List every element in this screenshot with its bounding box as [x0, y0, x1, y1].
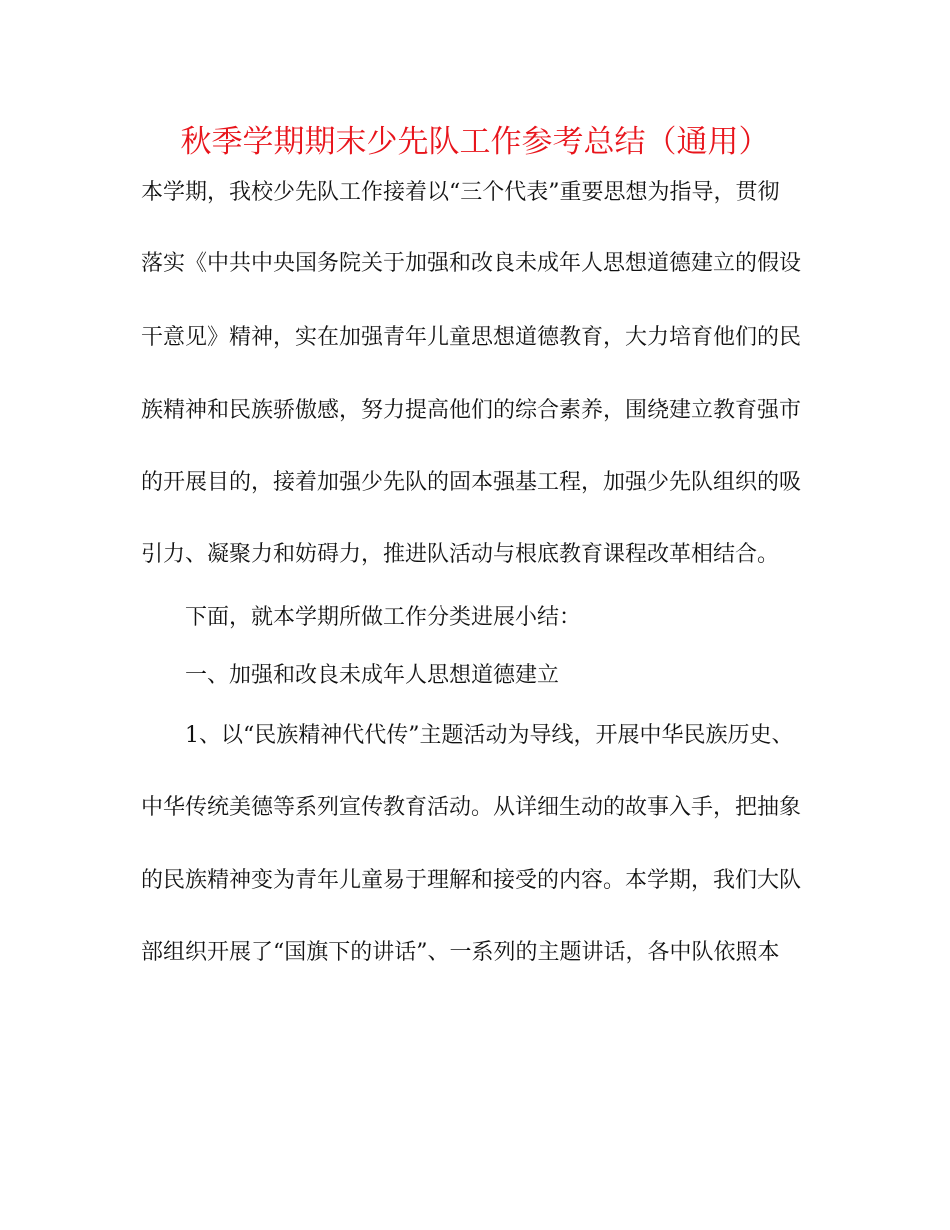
paragraph-line-1: 本学期，我校少先队工作接着以“三个代表”重要思想为指导，贯彻	[141, 180, 780, 205]
document-title: 秋季学期期末少先队工作参考总结（通用）	[180, 124, 770, 160]
paragraph-line-7: 1、以“民族精神代代传”主题活动为导线，开展中华民族历史、	[185, 723, 794, 748]
paragraph-line-6: 引力、凝聚力和妨碍力，推进队活动与根底教育课程改革相结合。	[141, 542, 780, 567]
paragraph-line-8: 中华传统美德等系列宣传教育活动。从详细生动的故事入手，把抽象	[141, 795, 802, 820]
paragraph-line-2: 落实《中共中央国务院关于加强和改良未成年人思想道德建立的假设	[141, 251, 802, 276]
paragraph-intro-line: 下面，就本学期所做工作分类进展小结：	[185, 605, 582, 630]
section-heading-1: 一、加强和改良未成年人思想道德建立	[185, 663, 560, 688]
paragraph-line-4: 族精神和民族骄傲感，努力提高他们的综合素养，围绕建立教育强市	[141, 398, 802, 423]
paragraph-line-9: 的民族精神变为青年儿童易于理解和接受的内容。本学期，我们大队	[141, 868, 802, 893]
paragraph-line-10: 部组织开展了“国旗下的讲话”、一系列的主题讲话，各中队依照本	[141, 940, 780, 965]
paragraph-line-3: 干意见》精神，实在加强青年儿童思想道德教育，大力培育他们的民	[141, 325, 802, 350]
paragraph-line-5: 的开展目的，接着加强少先队的固本强基工程，加强少先队组织的吸	[141, 470, 802, 495]
